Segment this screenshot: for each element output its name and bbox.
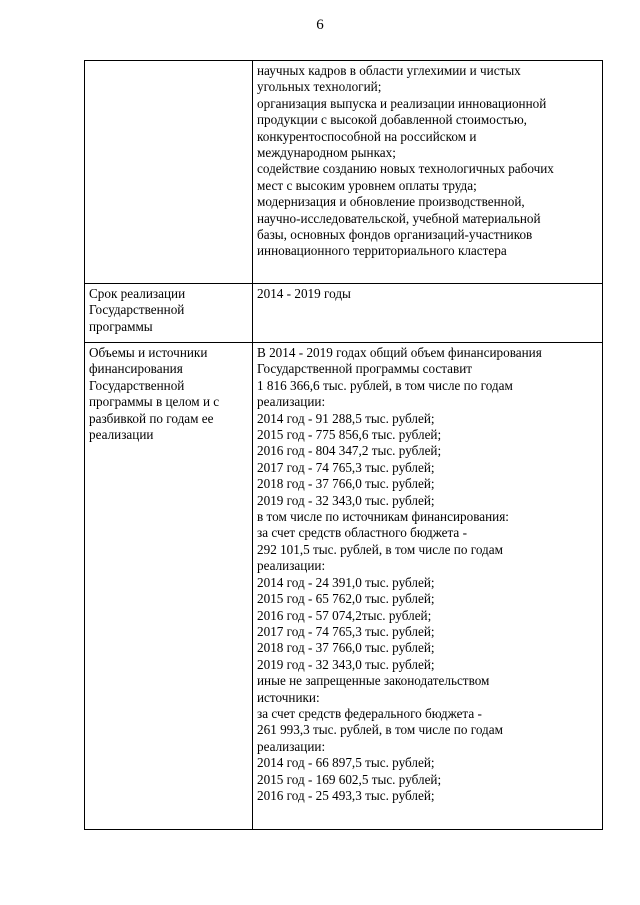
- row-label-line: Срок реализации: [89, 286, 186, 301]
- row-value-line: инновационного территориального кластера: [257, 243, 507, 259]
- row-value-line: модернизация и обновление производственной,: [257, 194, 525, 210]
- row-value-line: 292 101,5 тыс. рублей, в том числе по годам: [257, 541, 503, 557]
- row-value-line: 2016 год - 57 074,2тыс. рублей;: [257, 607, 432, 623]
- row-label-line: Государственной: [89, 377, 185, 393]
- row-value-line: 2014 - 2019 годы: [257, 286, 351, 301]
- row-value-line: содействие созданию новых технологичных рабочих: [257, 161, 554, 177]
- row-value-line: научно-исследовательской, учебной материальной: [257, 210, 541, 226]
- value-cell: [253, 343, 603, 830]
- row-label-line: Государственной: [89, 302, 185, 318]
- row-value-line: 261 993,3 тыс. рублей, в том числе по годам: [257, 722, 503, 738]
- row-value-line: 2015 год - 775 856,6 тыс. рублей;: [257, 427, 442, 443]
- row-label-line: разбивкой по годам ее: [89, 410, 214, 426]
- label-cell: [85, 61, 253, 284]
- row-value-line: 2015 год - 169 602,5 тыс. рублей;: [257, 771, 442, 787]
- row-value-line: продукции с высокой добавленной стоимостью,: [257, 112, 527, 128]
- row-value-line: 2017 год - 74 765,3 тыс. рублей;: [257, 459, 435, 475]
- table-row-financing: [85, 343, 603, 830]
- program-passport-table: [84, 60, 603, 830]
- row-value-line: 2015 год - 65 762,0 тыс. рублей;: [257, 591, 435, 607]
- row-value-line: международном рынках;: [257, 145, 396, 161]
- row-value-line: за счет средств федерального бюджета -: [257, 705, 482, 721]
- page-number: 6: [316, 17, 324, 33]
- row-label-line: программы: [89, 318, 153, 334]
- row-value-line: научных кадров в области углехимии и чистых: [257, 63, 521, 78]
- row-value-line: в том числе по источникам финансирования:: [257, 509, 509, 525]
- row-value-line: источники:: [257, 689, 320, 705]
- row-label-line: Объемы и источники: [89, 345, 208, 360]
- row-value-line: конкурентоспособной на российском и: [257, 128, 477, 144]
- row-value-line: 2016 год - 804 347,2 тыс. рублей;: [257, 443, 442, 459]
- row-value-line: 2014 год - 66 897,5 тыс. рублей;: [257, 755, 435, 771]
- row-value-line: 2017 год - 74 765,3 тыс. рублей;: [257, 623, 435, 639]
- row-value-line: угольных технологий;: [257, 79, 382, 95]
- row-value-line: за счет средств областного бюджета -: [257, 525, 467, 541]
- row-value-line: иные не запрещенные законодательством: [257, 673, 490, 689]
- row-label-line: реализации: [89, 427, 154, 443]
- row-value-line: 2018 год - 37 766,0 тыс. рублей;: [257, 640, 435, 656]
- row-value-line: мест с высоким уровнем оплаты труда;: [257, 177, 477, 193]
- row-value-line: 2019 год - 32 343,0 тыс. рублей;: [257, 492, 435, 508]
- row-value-line: В 2014 - 2019 годах общий объем финансирования: [257, 345, 542, 360]
- value-cell: [253, 284, 603, 343]
- row-value-line: 1 816 366,6 тыс. рублей, в том числе по годам: [257, 377, 513, 393]
- row-value-line: базы, основных фондов организаций-участников: [257, 227, 533, 243]
- row-value-line: 2016 год - 25 493,3 тыс. рублей;: [257, 787, 435, 803]
- table-row-goals-continued: [85, 61, 603, 284]
- label-cell: [85, 284, 253, 343]
- row-value-line: реализации:: [257, 558, 326, 574]
- row-label-line: финансирования: [89, 361, 183, 377]
- row-value-line: Государственной программы составит: [257, 361, 473, 377]
- row-value-line: 2019 год - 32 343,0 тыс. рублей;: [257, 656, 435, 672]
- row-value-line: реализации:: [257, 394, 326, 410]
- table-row-term: [85, 284, 603, 343]
- label-cell: [85, 343, 253, 830]
- value-cell: [253, 61, 603, 284]
- row-value-line: 2014 год - 91 288,5 тыс. рублей;: [257, 410, 435, 426]
- row-value-line: 2018 год - 37 766,0 тыс. рублей;: [257, 476, 435, 492]
- row-value-line: реализации:: [257, 738, 326, 754]
- row-value-line: организация выпуска и реализации инновационной: [257, 95, 547, 111]
- row-value-line: 2014 год - 24 391,0 тыс. рублей;: [257, 574, 435, 590]
- row-label-line: программы в целом и с: [89, 394, 220, 410]
